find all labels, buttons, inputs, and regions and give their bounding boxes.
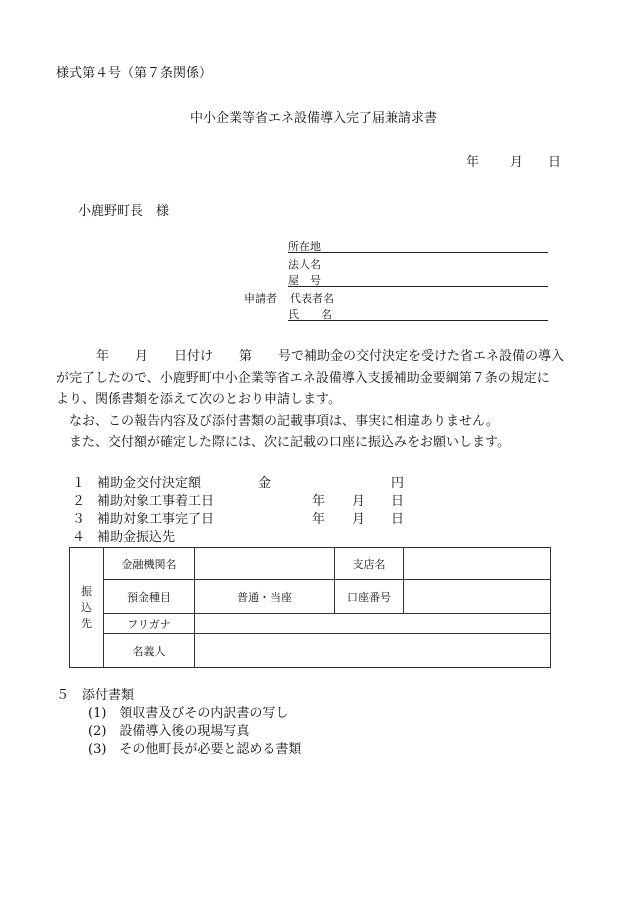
attachment-item-2: (2) 設備導入後の現場写真 (88, 724, 250, 739)
bank-account-table (69, 547, 551, 668)
transfer-destination-label (70, 548, 104, 668)
account-number-label: 口座番号 (335, 580, 404, 614)
deposit-type-value[interactable]: 普通・当座 (195, 580, 335, 614)
item-3-num: ３ (72, 512, 86, 527)
body-paragraph (56, 346, 576, 454)
body-line-4: なお、この報告内容及び添付書類の記載事項は、事実に相違ありません。 (69, 413, 499, 429)
body-line-1: 年 月 日付け 第 号で補助金の交付決定を受けた省エネ設備の導入 (96, 349, 565, 364)
body-line-2: が完了したので、小鹿野町中小企業等省エネ設備導入支援補助金要綱第７条の規定に (56, 370, 550, 386)
side-char-2: 込 (81, 600, 92, 614)
branch-field[interactable] (404, 548, 551, 580)
bank-name-field[interactable] (195, 548, 335, 580)
item-1-label: 補助金交付決定額 (97, 476, 202, 491)
applicant-rep-label: 代表者名 (290, 292, 334, 305)
trade-underline (288, 286, 548, 287)
attachment-item-3: (3) その他町長が必要と認める書類 (88, 742, 302, 757)
form-number: 様式第４号（第７条関係） (56, 66, 213, 81)
document-title: 中小企業等省エネ設備導入完了届兼請求書 (190, 111, 438, 126)
applicant-label: 申請者 (244, 292, 277, 305)
date-year: 年 (466, 155, 480, 170)
date-month: 月 (510, 155, 524, 170)
body-line-3: より、関係書類を添えて次のとおり申請します。 (56, 392, 341, 407)
deposit-type-label: 預金種目 (104, 580, 195, 614)
account-holder-label: 名義人 (104, 634, 195, 668)
account-number-field[interactable] (404, 580, 551, 614)
item-1-yen: 円 (391, 476, 405, 491)
furigana-field[interactable] (195, 614, 551, 634)
item-3-month: 月 (352, 512, 366, 527)
body-line-5: また、交付額が確定した際には、次に記載の口座に振込みをお願いします。 (69, 435, 510, 450)
attachments-heading: ５ 添付書類 (56, 688, 135, 703)
item-2-label: 補助対象工事着工日 (97, 494, 215, 509)
side-char-3: 先 (81, 616, 92, 630)
item-1-kin: 金 (258, 476, 272, 491)
date-day: 日 (548, 155, 562, 170)
item-2-month: 月 (352, 494, 366, 509)
branch-label: 支店名 (335, 548, 404, 580)
item-3-label: 補助対象工事完了日 (97, 512, 215, 527)
addressee: 小鹿野町長 様 (78, 204, 170, 219)
item-4-label: 補助金振込先 (97, 530, 176, 545)
applicant-name-label: 氏 名 (288, 308, 332, 321)
address-underline (288, 252, 548, 253)
furigana-label: フリガナ (104, 614, 195, 634)
item-1-num: １ (72, 476, 86, 491)
item-3-year: 年 (312, 512, 326, 527)
item-2-day: 日 (391, 494, 405, 509)
name-underline (288, 320, 548, 321)
item-3-day: 日 (391, 512, 405, 527)
applicant-address-label: 所在地 (288, 240, 321, 253)
side-char-1: 振 (81, 584, 92, 598)
attachment-item-1: (1) 領収書及びその内訳書の写し (88, 706, 289, 721)
item-2-year: 年 (312, 494, 326, 509)
applicant-trade-label: 屋 号 (288, 274, 321, 287)
item-4-num: ４ (72, 530, 86, 545)
item-2-num: ２ (72, 494, 86, 509)
applicant-corp-label: 法人名 (288, 258, 321, 271)
account-holder-field[interactable] (195, 634, 551, 668)
bank-name-label: 金融機関名 (104, 548, 195, 580)
